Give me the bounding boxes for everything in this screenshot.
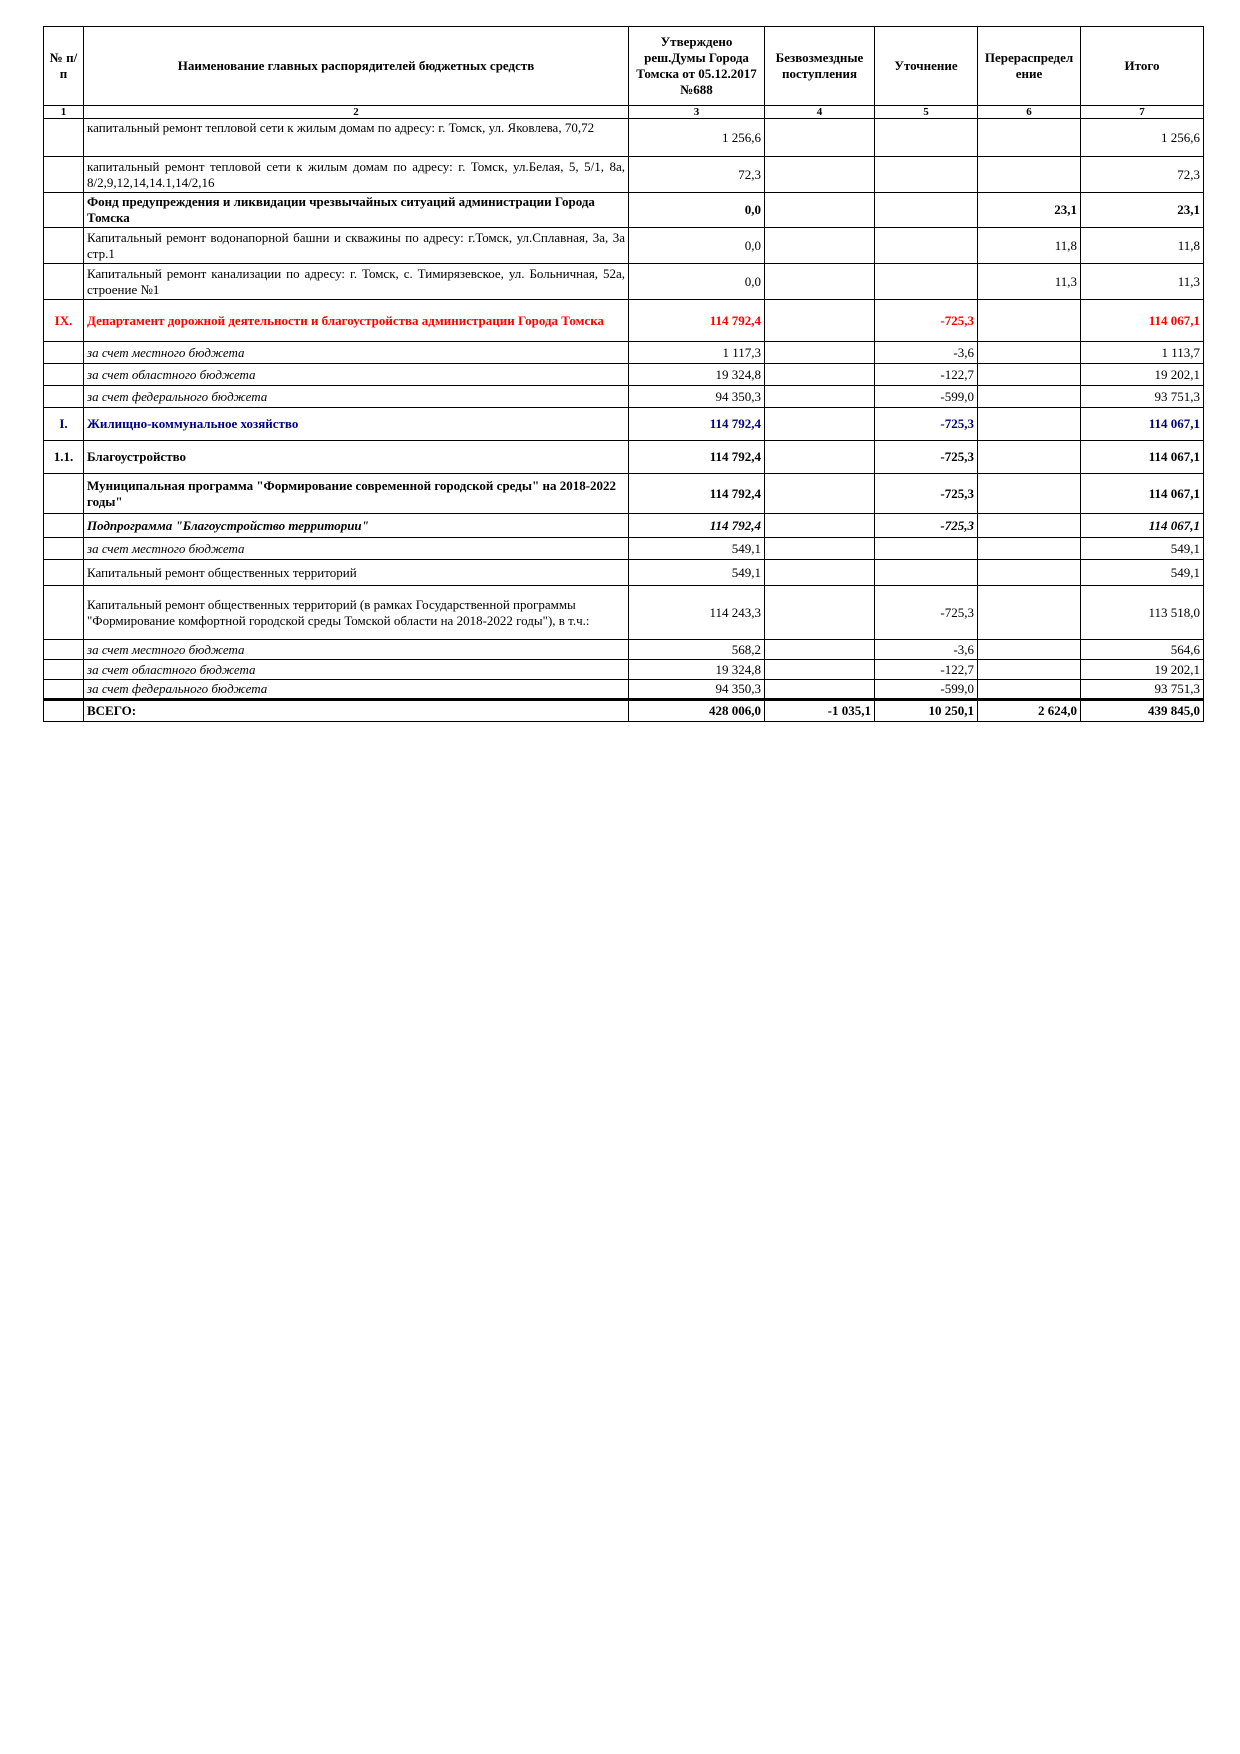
- row-redistribution: [978, 119, 1081, 157]
- table-row: [44, 660, 1204, 680]
- row-name: капитальный ремонт тепловой сети к жилым домам по адресу: г. Томск, ул. Яковлева, 70,72: [84, 119, 629, 157]
- row-num: [44, 342, 84, 364]
- row-redistribution: [978, 386, 1081, 408]
- header-approved: Утверждено реш.Думы Города Томска от 05.12.2017 №688: [629, 27, 765, 106]
- row-approved: 19 324,8: [629, 660, 765, 680]
- header-clarification: Уточнение: [875, 27, 978, 106]
- row-approved: 114 792,4: [629, 514, 765, 538]
- table-row: [44, 640, 1204, 660]
- table-row: [44, 680, 1204, 700]
- row-clarification: -122,7: [875, 364, 978, 386]
- row-num: I.: [44, 408, 84, 441]
- row-name: за счет местного бюджета: [84, 640, 629, 660]
- row-gratuitous: [765, 514, 875, 538]
- total-redistribution: 2 624,0: [978, 700, 1081, 722]
- row-approved: 114 243,3: [629, 586, 765, 640]
- row-total: 564,6: [1081, 640, 1204, 660]
- header-name: Наименование главных распорядителей бюджетных средств: [84, 27, 629, 106]
- row-approved: 1 256,6: [629, 119, 765, 157]
- header-row: [44, 27, 1204, 106]
- table-row: [44, 300, 1204, 342]
- row-name: Капитальный ремонт общественных территорий: [84, 560, 629, 586]
- row-num: [44, 474, 84, 514]
- row-name: Подпрограмма "Благоустройство территории": [84, 514, 629, 538]
- row-name: за счет федерального бюджета: [84, 680, 629, 700]
- row-total: 23,1: [1081, 193, 1204, 228]
- row-name: Муниципальная программа "Формирование современной городской среды" на 2018-2022 годы": [84, 474, 629, 514]
- row-total: 114 067,1: [1081, 441, 1204, 474]
- row-gratuitous: [765, 660, 875, 680]
- column-number: 2: [84, 106, 629, 119]
- row-gratuitous: [765, 342, 875, 364]
- row-name: за счет областного бюджета: [84, 660, 629, 680]
- row-num: [44, 514, 84, 538]
- table-row: [44, 441, 1204, 474]
- row-total: 549,1: [1081, 560, 1204, 586]
- total-total: 439 845,0: [1081, 700, 1204, 722]
- row-redistribution: 11,3: [978, 264, 1081, 300]
- row-gratuitous: [765, 300, 875, 342]
- table-row: [44, 386, 1204, 408]
- row-num: [44, 264, 84, 300]
- budget-table: [43, 26, 1204, 722]
- row-clarification: -725,3: [875, 474, 978, 514]
- row-redistribution: 23,1: [978, 193, 1081, 228]
- row-clarification: [875, 119, 978, 157]
- row-name: за счет федерального бюджета: [84, 386, 629, 408]
- row-num: [44, 680, 84, 700]
- row-name: Жилищно-коммунальное хозяйство: [84, 408, 629, 441]
- row-total: 72,3: [1081, 157, 1204, 193]
- row-redistribution: [978, 538, 1081, 560]
- row-total: 19 202,1: [1081, 660, 1204, 680]
- table-row: [44, 538, 1204, 560]
- row-gratuitous: [765, 386, 875, 408]
- row-gratuitous: [765, 538, 875, 560]
- column-number: 4: [765, 106, 875, 119]
- column-number: 3: [629, 106, 765, 119]
- row-gratuitous: [765, 119, 875, 157]
- row-clarification: [875, 538, 978, 560]
- column-number: 1: [44, 106, 84, 119]
- row-clarification: [875, 157, 978, 193]
- column-number: 7: [1081, 106, 1204, 119]
- row-redistribution: 11,8: [978, 228, 1081, 264]
- row-approved: 19 324,8: [629, 364, 765, 386]
- row-clarification: [875, 228, 978, 264]
- row-num: [44, 364, 84, 386]
- total-label: ВСЕГО:: [84, 700, 629, 722]
- row-num: [44, 119, 84, 157]
- row-approved: 114 792,4: [629, 474, 765, 514]
- row-num: 1.1.: [44, 441, 84, 474]
- column-numbers-row: [44, 106, 1204, 119]
- header-redistribution: Перераспредел ение: [978, 27, 1081, 106]
- total-clarification: 10 250,1: [875, 700, 978, 722]
- row-total: 19 202,1: [1081, 364, 1204, 386]
- row-gratuitous: [765, 560, 875, 586]
- row-total: 93 751,3: [1081, 386, 1204, 408]
- row-name: Капитальный ремонт канализации по адресу: г. Томск, с. Тимирязевское, ул. Больничная, 52а, строение №1: [84, 264, 629, 300]
- row-redistribution: [978, 640, 1081, 660]
- row-clarification: -725,3: [875, 408, 978, 441]
- table-row: [44, 560, 1204, 586]
- row-clarification: -3,6: [875, 640, 978, 660]
- row-name: Капитальный ремонт общественных территорий (в рамках Государственной программы "Формирование комфортной городской среды Томской области на 2018-2022 годы"), в т.ч.:: [84, 586, 629, 640]
- table-row: [44, 474, 1204, 514]
- table-row: [44, 157, 1204, 193]
- row-num: [44, 538, 84, 560]
- header-num: № п/п: [44, 27, 84, 106]
- row-clarification: [875, 193, 978, 228]
- row-redistribution: [978, 680, 1081, 700]
- row-name: Департамент дорожной деятельности и благоустройства администрации Города Томска: [84, 300, 629, 342]
- row-gratuitous: [765, 474, 875, 514]
- row-clarification: -725,3: [875, 514, 978, 538]
- row-total: 114 067,1: [1081, 514, 1204, 538]
- row-total: 114 067,1: [1081, 474, 1204, 514]
- row-gratuitous: [765, 364, 875, 386]
- row-approved: 568,2: [629, 640, 765, 660]
- table-row: [44, 586, 1204, 640]
- row-approved: 1 117,3: [629, 342, 765, 364]
- row-num: [44, 586, 84, 640]
- total-row: [44, 700, 1204, 722]
- table-row: [44, 364, 1204, 386]
- row-gratuitous: [765, 193, 875, 228]
- row-redistribution: [978, 560, 1081, 586]
- row-approved: 0,0: [629, 193, 765, 228]
- row-total: 1 113,7: [1081, 342, 1204, 364]
- total-approved: 428 006,0: [629, 700, 765, 722]
- row-redistribution: [978, 342, 1081, 364]
- row-redistribution: [978, 474, 1081, 514]
- row-redistribution: [978, 514, 1081, 538]
- table-row: [44, 342, 1204, 364]
- row-redistribution: [978, 364, 1081, 386]
- row-approved: 94 350,3: [629, 386, 765, 408]
- row-redistribution: [978, 660, 1081, 680]
- row-clarification: -725,3: [875, 441, 978, 474]
- row-clarification: [875, 264, 978, 300]
- row-num: [44, 640, 84, 660]
- row-gratuitous: [765, 408, 875, 441]
- row-total: 11,3: [1081, 264, 1204, 300]
- table-row: [44, 514, 1204, 538]
- row-total: 11,8: [1081, 228, 1204, 264]
- row-approved: 72,3: [629, 157, 765, 193]
- row-num: IX.: [44, 300, 84, 342]
- row-gratuitous: [765, 441, 875, 474]
- row-approved: 0,0: [629, 228, 765, 264]
- column-number: 5: [875, 106, 978, 119]
- row-approved: 549,1: [629, 538, 765, 560]
- row-clarification: -725,3: [875, 300, 978, 342]
- row-name: Фонд предупреждения и ликвидации чрезвычайных ситуаций администрации Города Томска: [84, 193, 629, 228]
- table-row: [44, 193, 1204, 228]
- row-name: за счет местного бюджета: [84, 342, 629, 364]
- row-name: Капитальный ремонт водонапорной башни и скважины по адресу: г.Томск, ул.Сплавная, 3а, 3а стр.1: [84, 228, 629, 264]
- row-num: [44, 386, 84, 408]
- row-gratuitous: [765, 640, 875, 660]
- total-gratuitous: -1 035,1: [765, 700, 875, 722]
- row-gratuitous: [765, 680, 875, 700]
- header-total: Итого: [1081, 27, 1204, 106]
- total-num: [44, 700, 84, 722]
- row-clarification: -599,0: [875, 680, 978, 700]
- row-redistribution: [978, 586, 1081, 640]
- row-clarification: [875, 560, 978, 586]
- table-row: [44, 408, 1204, 441]
- row-total: 93 751,3: [1081, 680, 1204, 700]
- row-approved: 114 792,4: [629, 441, 765, 474]
- row-redistribution: [978, 408, 1081, 441]
- row-approved: 0,0: [629, 264, 765, 300]
- row-total: 1 256,6: [1081, 119, 1204, 157]
- column-number: 6: [978, 106, 1081, 119]
- row-num: [44, 228, 84, 264]
- row-total: 114 067,1: [1081, 300, 1204, 342]
- row-redistribution: [978, 441, 1081, 474]
- row-clarification: -725,3: [875, 586, 978, 640]
- row-num: [44, 193, 84, 228]
- row-total: 114 067,1: [1081, 408, 1204, 441]
- table-row: [44, 119, 1204, 157]
- row-gratuitous: [765, 586, 875, 640]
- row-approved: 114 792,4: [629, 300, 765, 342]
- row-name: капитальный ремонт тепловой сети к жилым домам по адресу: г. Томск, ул.Белая, 5, 5/1, 8а, 8/2,9,12,14,14.1,14/2,16: [84, 157, 629, 193]
- header-gratuitous: Безвозмездные поступления: [765, 27, 875, 106]
- row-name: за счет местного бюджета: [84, 538, 629, 560]
- row-approved: 549,1: [629, 560, 765, 586]
- table-row: [44, 228, 1204, 264]
- row-clarification: -122,7: [875, 660, 978, 680]
- row-clarification: -3,6: [875, 342, 978, 364]
- row-name: Благоустройство: [84, 441, 629, 474]
- row-num: [44, 660, 84, 680]
- row-gratuitous: [765, 264, 875, 300]
- row-num: [44, 157, 84, 193]
- row-redistribution: [978, 300, 1081, 342]
- row-name: за счет областного бюджета: [84, 364, 629, 386]
- row-approved: 114 792,4: [629, 408, 765, 441]
- row-gratuitous: [765, 228, 875, 264]
- table-row: [44, 264, 1204, 300]
- row-approved: 94 350,3: [629, 680, 765, 700]
- row-total: 549,1: [1081, 538, 1204, 560]
- row-gratuitous: [765, 157, 875, 193]
- row-clarification: -599,0: [875, 386, 978, 408]
- row-redistribution: [978, 157, 1081, 193]
- row-total: 113 518,0: [1081, 586, 1204, 640]
- row-num: [44, 560, 84, 586]
